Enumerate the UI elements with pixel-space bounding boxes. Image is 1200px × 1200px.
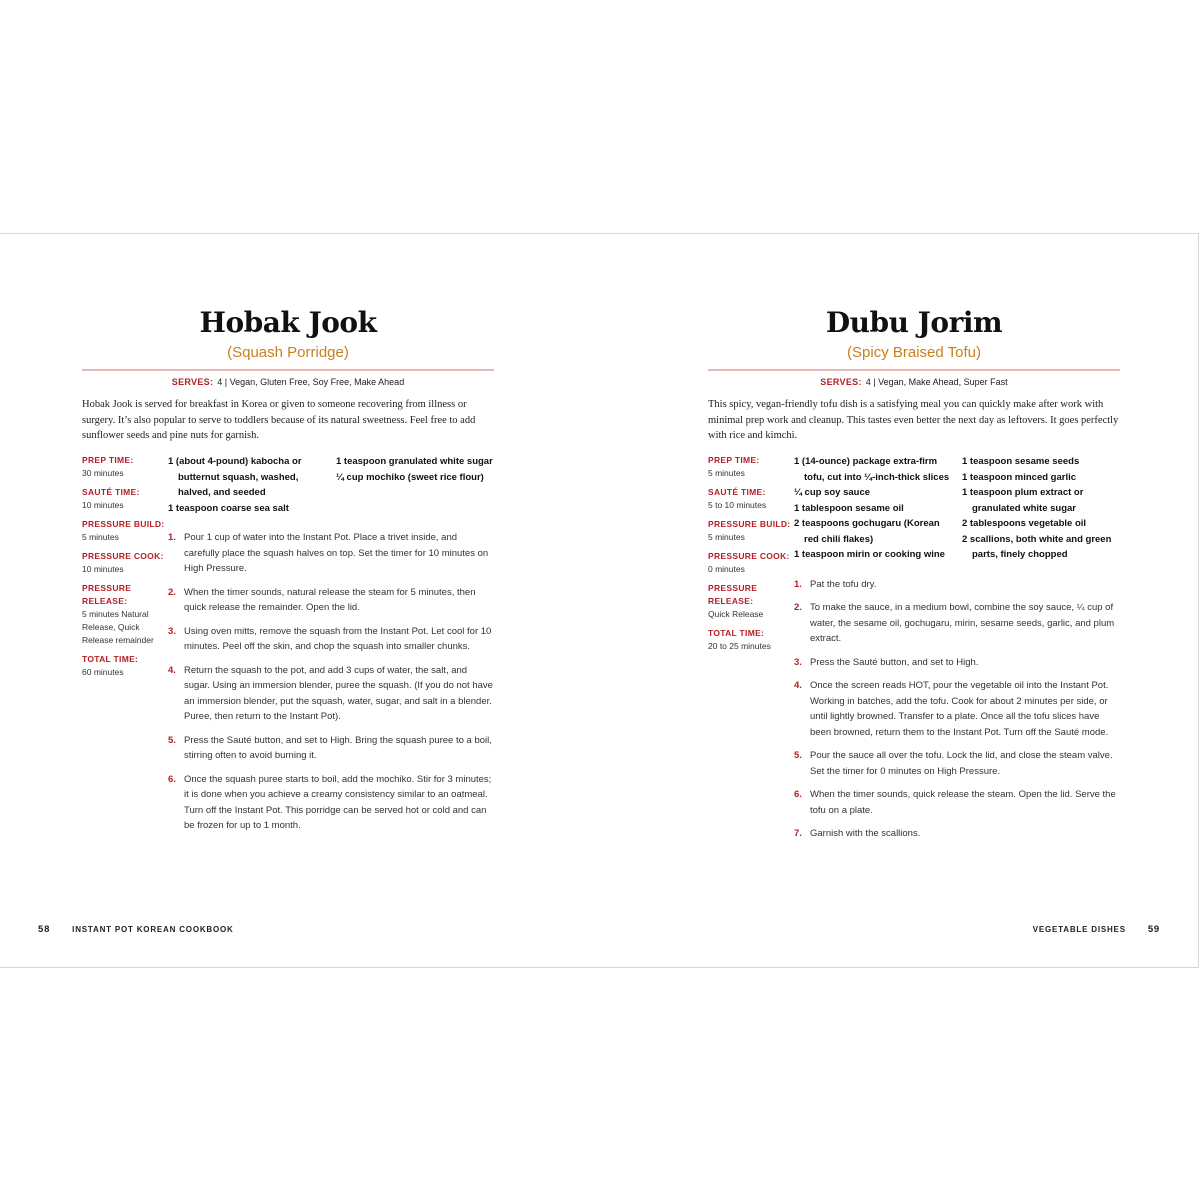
recipe-title: Dubu Jorim	[825, 306, 1003, 339]
step-number: 4.	[168, 664, 176, 676]
step-text: Pour 1 cup of water into the Instant Pot. Place a trivet inside, and carefully place the squash halves on top. Set the timer for 10 minutes on High Pressure.	[184, 532, 489, 574]
step-text: Using oven mitts, remove the squash from the Instant Pot. Let cool for 10 minutes. Peel off the skin, and chop the squash into smaller chunks.	[184, 625, 492, 652]
recipe-body	[708, 454, 1120, 850]
step-number: 3.	[168, 625, 176, 637]
ingredient: 1 teaspoon mirin or cooking wine	[794, 549, 945, 560]
time-pressure-release	[82, 582, 168, 647]
time-pressure-cook	[708, 550, 794, 576]
time-pressure-release	[708, 582, 794, 621]
time-total	[82, 653, 168, 679]
time-value: 30 minutes	[82, 468, 124, 478]
recipe-subtitle: (Squash Porridge)	[227, 344, 349, 361]
step-number: 5.	[168, 734, 176, 746]
time-value: 5 minutes	[82, 532, 119, 542]
time-label: PRESSURE COOK:	[82, 551, 164, 561]
time-value: 5 minutes Natural Release, Quick Release remainder	[82, 609, 154, 645]
time-label: PRESSURE RELEASE:	[82, 583, 132, 606]
time-label: PREP TIME:	[82, 455, 134, 465]
step-text: Press the Sauté button, and set to High. Bring the squash puree to a boil, stirring often to avoid burning it.	[184, 734, 492, 761]
page-number: 58	[38, 924, 51, 935]
time-value: 10 minutes	[82, 500, 124, 510]
time-label: PRESSURE COOK:	[708, 551, 790, 561]
ingredient: 1 teaspoon granulated white sugar	[336, 456, 493, 467]
time-saute	[708, 486, 794, 512]
running-head: INSTANT POT KOREAN COOKBOOK	[72, 925, 234, 934]
time-prep	[708, 454, 794, 480]
serves-value: 4 | Vegan, Gluten Free, Soy Free, Make Ahead	[217, 377, 405, 387]
time-pressure-build	[82, 518, 168, 544]
time-label: PRESSURE BUILD:	[708, 519, 791, 529]
ingredient-column	[336, 454, 494, 516]
time-label: SAUTÉ TIME:	[708, 487, 766, 497]
ingredient-list	[168, 454, 494, 516]
step-number: 5.	[794, 750, 802, 761]
time-value: 5 to 10 minutes	[708, 500, 767, 510]
step-text: Garnish with the scallions.	[810, 828, 921, 839]
ingredient: ¼ cup soy sauce	[794, 487, 871, 498]
serves-line	[708, 377, 1120, 387]
step-text: Return the squash to the pot, and add 3 cups of water, the salt, and sugar. Using an immersion blender, puree the squash. (If you do not have an immersion blender, put the squash, water, sugar, and salt in a blender. Puree, then return to the Instant Pot).	[184, 664, 493, 722]
serves-value: 4 | Vegan, Make Ahead, Super Fast	[865, 377, 1008, 387]
serves-line	[82, 377, 494, 387]
time-saute	[82, 486, 168, 512]
time-value: 5 minutes	[708, 468, 745, 478]
time-prep	[82, 454, 168, 480]
step-number: 3.	[794, 656, 802, 668]
ingredient: 2 teaspoons gochugaru (Korean red chili flakes)	[794, 518, 940, 545]
step	[168, 772, 494, 834]
time-sidebar	[708, 454, 794, 850]
time-value: 10 minutes	[82, 564, 124, 574]
ingredient: 1 teaspoon minced garlic	[962, 471, 1077, 483]
title-rule	[82, 369, 494, 371]
ingredient: 2 scallions, both white and green parts, finely chopped	[962, 533, 1112, 560]
step	[794, 826, 1120, 842]
recipe-subtitle: (Spicy Braised Tofu)	[847, 344, 981, 361]
time-label: TOTAL TIME:	[708, 628, 765, 638]
time-label: PRESSURE BUILD:	[82, 519, 165, 529]
ingredient: 1 teaspoon sesame seeds	[962, 456, 1080, 467]
time-label: PREP TIME:	[708, 455, 760, 465]
step-number: 7.	[794, 828, 802, 839]
time-label: TOTAL TIME:	[82, 654, 139, 664]
step-number: 2.	[794, 602, 802, 613]
time-value: 20 to 25 minutes	[708, 641, 771, 651]
step-number: 1.	[168, 532, 176, 543]
time-label: PRESSURE RELEASE:	[708, 583, 758, 606]
recipe-dubu-jorim	[708, 306, 1120, 850]
running-head: VEGETABLE DISHES	[1032, 925, 1126, 934]
step	[794, 678, 1120, 740]
time-label: SAUTÉ TIME:	[82, 487, 140, 497]
step-text: Press the Sauté button, and set to High.	[810, 656, 979, 668]
time-value: 60 minutes	[82, 667, 124, 677]
step-text: Once the squash puree starts to boil, add the mochiko. Stir for 3 minutes; it is done when you achieve a creamy consistency similar to an oatmeal. Turn off the Instant Pot. This porridge can be served hot or cold and can be frozen for up to 1 month.	[184, 773, 492, 831]
step-list	[794, 577, 1120, 842]
recipe-body	[82, 454, 494, 842]
ingredient: 1 teaspoon plum extract or granulated white sugar	[962, 487, 1084, 514]
time-sidebar	[82, 454, 168, 842]
ingredient: 1 (14-ounce) package extra-firm tofu, cut into ¼-inch-thick slices	[794, 456, 950, 483]
step	[168, 733, 494, 764]
ingredient: ¼ cup mochiko (sweet rice flour)	[336, 471, 484, 483]
right-page	[600, 234, 1200, 967]
book-spread	[0, 233, 1199, 968]
step-text: When the timer sounds, natural release the steam for 5 minutes, then quick release the remainder. Open the lid.	[184, 586, 476, 613]
time-total	[708, 627, 794, 653]
time-pressure-build	[708, 518, 794, 544]
step-number: 4.	[794, 680, 802, 691]
step-text: Once the screen reads HOT, pour the vegetable oil into the Instant Pot. Working in batches, add the tofu. Cook for about 2 minutes per side, or until lightly browned. Transfer to a plate. Once all the tofu slices have been browned, return them to the Instant Pot. Turn off the Sauté mode.	[810, 680, 1109, 738]
time-value: Quick Release	[708, 609, 764, 619]
left-page	[0, 234, 600, 967]
serves-label: SERVES:	[171, 377, 214, 387]
ingredient-list	[794, 454, 1120, 563]
step-text: Pat the tofu dry.	[810, 578, 877, 590]
ingredient-column	[168, 454, 326, 516]
step-text: Pour the sauce all over the tofu. Lock the lid, and close the steam valve. Set the timer for 0 minutes on High Pressure.	[810, 750, 1113, 777]
ingredient: 2 tablespoons vegetable oil	[962, 518, 1087, 529]
page-number: 59	[1147, 924, 1160, 935]
recipe-hobak-jook	[82, 306, 494, 842]
recipe-main	[794, 454, 1120, 850]
step	[168, 663, 494, 725]
time-pressure-cook	[82, 550, 168, 576]
step-number: 6.	[794, 789, 802, 800]
step-number: 2.	[168, 586, 176, 598]
page-footer	[38, 924, 234, 935]
recipe-title: Hobak Jook	[199, 306, 377, 339]
step-text: To make the sauce, in a medium bowl, combine the soy sauce, ¼ cup of water, the sesame oil, gochugaru, mirin, sesame seeds, garlic, and plum extract.	[810, 602, 1115, 644]
step	[794, 577, 1120, 593]
recipe-main	[168, 454, 494, 842]
ingredient: 1 tablespoon sesame oil	[794, 502, 904, 514]
step	[794, 655, 1120, 671]
step	[168, 624, 494, 655]
step	[794, 600, 1120, 647]
step	[794, 748, 1120, 779]
serves-label: SERVES:	[820, 377, 862, 387]
ingredient: 1 (about 4-pound) kabocha or butternut squash, washed, halved, and seeded	[168, 456, 302, 498]
ingredient-column	[962, 454, 1120, 563]
time-value: 0 minutes	[708, 564, 745, 574]
step	[168, 530, 494, 577]
step-list	[168, 530, 494, 834]
step	[168, 585, 494, 616]
step-number: 1.	[794, 578, 802, 590]
step-number: 6.	[168, 773, 176, 785]
time-value: 5 minutes	[708, 532, 745, 542]
page-footer	[1033, 924, 1160, 935]
ingredient-column	[794, 454, 952, 563]
step-text: When the timer sounds, quick release the steam. Open the lid. Serve the tofu on a plate.	[810, 789, 1116, 816]
title-rule	[708, 369, 1120, 371]
recipe-intro: This spicy, vegan-friendly tofu dish is a satisfying meal you can quickly make after work with minimal prep work and cleanup. This tastes even better the next day as leftovers. It goes perfectly with rice and kimchi.	[708, 399, 1119, 441]
ingredient: 1 teaspoon coarse sea salt	[168, 502, 289, 514]
step	[794, 787, 1120, 818]
recipe-intro: Hobak Jook is served for breakfast in Korea or given to someone recovering from illness or surgery. It’s also popular to serve to toddlers because of its natural sweetness. Feel free to add sunflower seeds and pine nuts for garnish.	[82, 399, 476, 441]
